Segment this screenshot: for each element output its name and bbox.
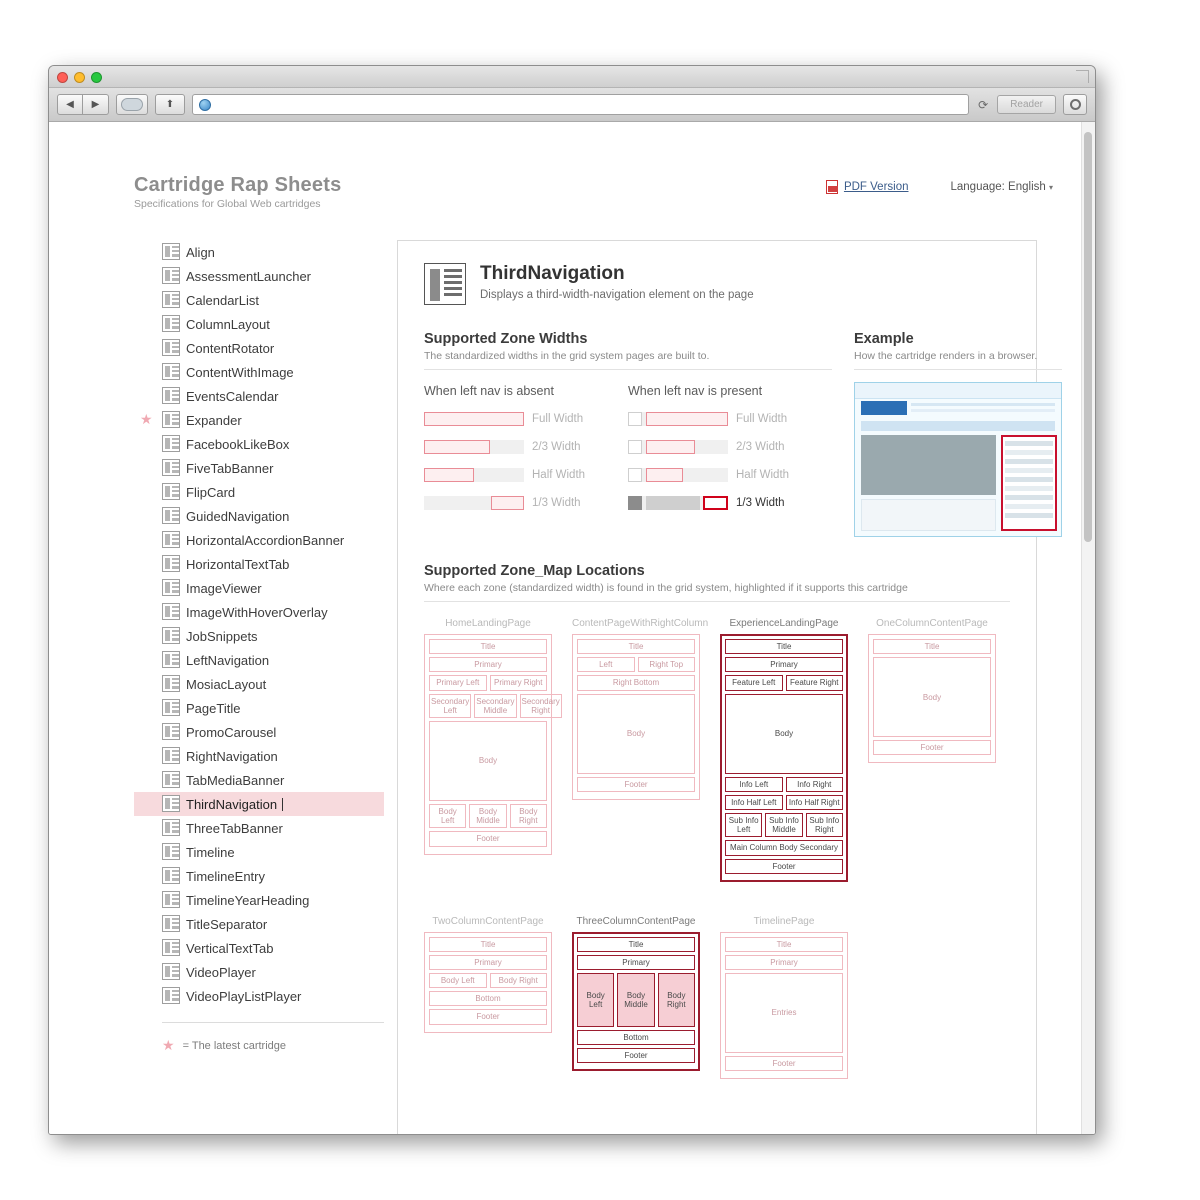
- cartridge-thumbnail-icon: [162, 579, 180, 596]
- zone-width-bar: [628, 496, 728, 510]
- cartridge-thumbnail-icon: [162, 387, 180, 404]
- zone-cell: Title: [873, 639, 991, 654]
- zone-width-row: [628, 436, 832, 457]
- zone-row: [429, 694, 560, 718]
- page-title: Cartridge Rap Sheets: [134, 174, 342, 196]
- page-subtitle: Specifications for Global Web cartridges: [134, 198, 321, 210]
- cartridge-thumbnail-icon: [162, 939, 180, 956]
- cartridge-list-item[interactable]: [134, 576, 384, 600]
- zone-map-diagram: [424, 932, 552, 1033]
- page-scrollbar[interactable]: [1081, 122, 1095, 1134]
- zone-widths-subtext: The standardized widths in the grid system pages are built to.: [424, 350, 710, 362]
- zone-width-label: Half Width: [532, 468, 586, 481]
- cartridge-list-item[interactable]: [134, 744, 384, 768]
- divider: [424, 601, 1010, 602]
- zone-maps-row: [424, 618, 1010, 882]
- zone-cell: Feature Right: [786, 675, 844, 690]
- settings-button[interactable]: [1063, 94, 1087, 115]
- cartridge-thumbnail-icon: [162, 675, 180, 692]
- cartridge-thumbnail-icon: [162, 819, 180, 836]
- left-nav-block: [628, 412, 642, 426]
- zone-width-fill: [703, 496, 728, 510]
- cartridge-thumbnail-icon: [162, 987, 180, 1004]
- cartridge-thumbnail-icon: [162, 315, 180, 332]
- zone-map-title: TimelinePage: [753, 915, 815, 927]
- zone-cell: Body: [429, 721, 547, 801]
- zone-map-title: HomeLandingPage: [445, 618, 531, 629]
- zone-width-row: [424, 436, 628, 457]
- zone-cell: Footer: [429, 831, 547, 846]
- cartridge-list-item-label: EventsCalendar: [186, 388, 279, 404]
- zone-map: [572, 916, 700, 1080]
- cartridge-thumbnail-icon: [162, 267, 180, 284]
- cartridge-list-item-label: PageTitle: [186, 700, 241, 716]
- zone-cell: Info Half Left: [725, 795, 783, 810]
- cartridge-list-item-label: MosiacLayout: [186, 676, 267, 692]
- zone-cell: Entries: [725, 973, 843, 1053]
- cartridge-list-item-label: PromoCarousel: [186, 724, 277, 740]
- minimize-window-button[interactable]: [74, 72, 85, 83]
- header-actions: [826, 180, 1053, 194]
- zone-cell: Right Top: [638, 657, 696, 672]
- cartridge-thumbnail-icon: [162, 627, 180, 644]
- widths-nav-absent-column: [424, 384, 628, 520]
- zone-width-label: 1/3 Width: [532, 496, 581, 509]
- zone-cell: Footer: [873, 740, 991, 755]
- zone-cell: Sub Info Right: [806, 813, 843, 837]
- cartridge-list-item-label: GuidedNavigation: [186, 508, 290, 524]
- browser-toolbar: [49, 88, 1095, 122]
- cartridge-list-item-label: FiveTabBanner: [186, 460, 274, 476]
- zone-cell: Title: [725, 937, 843, 952]
- cartridge-list-item-label: ColumnLayout: [186, 316, 270, 332]
- cartridge-thumbnail-icon: [162, 555, 180, 572]
- cartridge-thumbnail-icon: [162, 243, 180, 260]
- maximize-window-button[interactable]: [91, 72, 102, 83]
- cartridge-list-item-label: ImageViewer: [186, 580, 262, 596]
- cartridge-thumbnail-icon: [162, 483, 180, 500]
- divider: [424, 369, 832, 370]
- cartridge-list-item-label: Expander: [186, 412, 242, 428]
- left-nav-block: [628, 468, 642, 482]
- cartridge-list-item-label: CalendarList: [186, 292, 259, 308]
- zone-cell: Title: [577, 937, 695, 952]
- cartridge-list-item[interactable]: [134, 264, 384, 288]
- cartridge-thumbnail-icon: [162, 891, 180, 908]
- zone-width-row: [628, 464, 832, 485]
- zone-map-diagram: [868, 634, 996, 763]
- zone-cell: Info Left: [725, 777, 783, 792]
- zone-cell: Secondary Middle: [474, 694, 516, 718]
- cartridge-list-item[interactable]: [134, 672, 384, 696]
- cartridge-list-item-label: ThreeTabBanner: [186, 820, 283, 836]
- example-subtext: How the cartridge renders in a browser.: [854, 350, 1038, 362]
- zone-row: [725, 813, 843, 837]
- zone-width-row: [628, 408, 832, 429]
- cartridge-list-item[interactable]: [134, 528, 384, 552]
- cartridge-list-item[interactable]: [134, 456, 384, 480]
- zone-cell: Primary: [429, 955, 547, 970]
- latest-star-icon: ★: [140, 411, 153, 427]
- zone-width-bar: [628, 440, 728, 454]
- zone-row: [429, 675, 547, 690]
- reload-icon[interactable]: ⟳: [978, 97, 989, 112]
- forward-button[interactable]: ▶: [83, 94, 109, 115]
- zone-cell: Info Half Right: [786, 795, 844, 810]
- cartridge-thumbnail-icon: [162, 435, 180, 452]
- cartridge-list-item-label: Timeline: [186, 844, 235, 860]
- cartridge-thumbnail-icon: [162, 795, 180, 812]
- cartridge-list-item[interactable]: [134, 600, 384, 624]
- cartridge-list-item-label: AssessmentLauncher: [186, 268, 312, 284]
- cartridge-list-item-label: ImageWithHoverOverlay: [186, 604, 328, 620]
- legend: [162, 1022, 384, 1054]
- zone-width-row: [424, 464, 628, 485]
- zone-map: [720, 618, 848, 882]
- cartridge-list-item-label: LeftNavigation: [186, 652, 270, 668]
- cartridge-list-item-label: RightNavigation: [186, 748, 278, 764]
- cartridge-list-item[interactable]: [134, 816, 384, 840]
- zone-width-row: [424, 408, 628, 429]
- cartridge-list-item[interactable]: [134, 888, 384, 912]
- cartridge-list-item[interactable]: [134, 960, 384, 984]
- cartridge-description: Displays a third-width-navigation element on the page: [480, 289, 754, 301]
- resize-handle-icon[interactable]: [1076, 70, 1089, 83]
- icloud-button[interactable]: [116, 94, 148, 115]
- cartridge-list-item[interactable]: [134, 864, 384, 888]
- zone-cell: Body Left: [429, 804, 466, 828]
- widths-nav-present-column: [628, 384, 832, 520]
- zone-cell: Footer: [577, 777, 695, 792]
- zone-width-bar: [424, 468, 524, 482]
- zone-widths-heading: Supported Zone Widths: [424, 331, 588, 347]
- zone-cell: Info Right: [786, 777, 844, 792]
- zone-width-bar: [424, 412, 524, 426]
- cartridge-list-item[interactable]: [134, 240, 384, 264]
- cartridge-list-item[interactable]: [134, 984, 384, 1008]
- cartridge-list-item-label: HorizontalTextTab: [186, 556, 290, 572]
- zone-width-label: Half Width: [736, 468, 790, 481]
- reader-button[interactable]: Reader: [997, 95, 1056, 114]
- cartridge-list-item[interactable]: [134, 648, 384, 672]
- zone-map-locations-section: [424, 563, 1010, 1079]
- zone-cell: Primary: [577, 955, 695, 970]
- example-heading: Example: [854, 331, 914, 347]
- zone-map: [868, 618, 996, 882]
- zone-width-fill: [424, 468, 474, 482]
- zone-cell: Secondary Right: [520, 694, 562, 718]
- supported-zone-widths-section: [424, 331, 1038, 537]
- latest-star-icon: ★: [162, 1037, 175, 1053]
- zone-maps-subtext: Where each zone (standardized width) is found in the grid system, highlighted if it supports this cartridge: [424, 582, 908, 594]
- zone-row: [429, 973, 547, 988]
- zone-row: [725, 675, 843, 690]
- zone-width-bar: [628, 412, 728, 426]
- language-label: Language: English: [950, 181, 1046, 193]
- example-screenshot: [854, 382, 1062, 537]
- zone-cell: Title: [429, 937, 547, 952]
- scrollbar-thumb[interactable]: [1084, 132, 1092, 542]
- cartridge-list-item[interactable]: [134, 288, 384, 312]
- cartridge-thumbnail-icon: [162, 363, 180, 380]
- cartridge-list-item-label: FacebookLikeBox: [186, 436, 290, 452]
- zone-width-bar: [628, 468, 728, 482]
- zone-cell: Right Bottom: [577, 675, 695, 690]
- zone-cell: Primary: [725, 657, 843, 672]
- text-cursor: [278, 798, 283, 811]
- cartridge-list-item[interactable]: [134, 696, 384, 720]
- zone-cell: Body Left: [429, 973, 487, 988]
- zone-width-fill: [646, 412, 728, 426]
- cartridge-thumbnail-icon: [162, 915, 180, 932]
- zone-cell: Primary Left: [429, 675, 487, 690]
- page-content: [49, 122, 1081, 1134]
- cartridge-list-item-label: ContentRotator: [186, 340, 275, 356]
- pdf-icon: [826, 180, 838, 194]
- zone-map-diagram: [720, 932, 848, 1080]
- cartridge-list: [134, 240, 384, 1054]
- chevron-down-icon: ▾: [1048, 183, 1053, 192]
- cartridge-list-item-label: FlipCard: [186, 484, 236, 500]
- zone-cell: Body Middle: [617, 973, 654, 1027]
- site-header: [134, 174, 1061, 214]
- left-nav-block: [628, 496, 642, 510]
- zone-width-label: 2/3 Width: [532, 440, 581, 453]
- cartridge-thumbnail-icon: [162, 651, 180, 668]
- cartridge-list-item[interactable]: [134, 720, 384, 744]
- zone-cell: Sub Info Left: [725, 813, 762, 837]
- zone-row: [725, 777, 843, 792]
- zone-width-label: 1/3 Width: [736, 496, 785, 509]
- zone-width-fill: [491, 496, 524, 510]
- zone-cell: Bottom: [429, 991, 547, 1006]
- cartridge-list-item[interactable]: [134, 384, 384, 408]
- zone-map-title: ThreeColumnContentPage: [576, 915, 696, 927]
- zone-cell: Secondary Left: [429, 694, 471, 718]
- cartridge-detail-panel: [397, 240, 1037, 1134]
- cartridge-list-item-label: VideoPlayListPlayer: [186, 988, 302, 1004]
- zone-width-label: Full Width: [736, 412, 788, 425]
- cartridge-list-item[interactable]: [134, 936, 384, 960]
- address-bar[interactable]: [192, 94, 969, 115]
- zone-map-title: ExperienceLandingPage: [729, 618, 839, 629]
- zone-cell: Footer: [725, 859, 843, 874]
- cartridge-list-item[interactable]: [134, 768, 384, 792]
- cartridge-list-item-label: TimelineEntry: [186, 868, 265, 884]
- cartridge-list-item-label: HorizontalAccordionBanner: [186, 532, 345, 548]
- window-controls: [57, 72, 102, 83]
- cartridge-list-item[interactable]: [134, 624, 384, 648]
- cartridge-list-item[interactable]: [134, 360, 384, 384]
- zone-width-fill: [424, 412, 524, 426]
- zone-row: [577, 657, 695, 672]
- zone-width-bar: [424, 440, 524, 454]
- cartridge-list-item[interactable]: [134, 504, 384, 528]
- cartridge-thumbnail-icon: [162, 411, 180, 428]
- cartridge-thumbnail-icon: [162, 699, 180, 716]
- third-navigation-icon: [424, 263, 466, 305]
- zone-width-label: 2/3 Width: [736, 440, 785, 453]
- zone-row: [577, 973, 695, 1027]
- zone-width-row: [424, 492, 628, 513]
- cartridge-name: ThirdNavigation: [480, 263, 625, 284]
- zone-cell: Body: [577, 694, 695, 774]
- cartridge-list-item[interactable]: [134, 408, 384, 432]
- cartridge-thumbnail-icon: [162, 531, 180, 548]
- zone-maps-row: [424, 916, 1010, 1080]
- share-button[interactable]: ⬆: [155, 94, 185, 115]
- zone-map-title: TwoColumnContentPage: [432, 915, 544, 927]
- cartridge-list-item[interactable]: [134, 912, 384, 936]
- language-selector[interactable]: [951, 181, 1054, 193]
- zone-cell: Left: [577, 657, 635, 672]
- browser-titlebar: [49, 66, 1095, 88]
- cartridge-list-item-label: VideoPlayer: [186, 964, 256, 980]
- cloud-icon: [121, 98, 143, 111]
- zone-cell: Sub Info Middle: [765, 813, 802, 837]
- cartridge-thumbnail-icon: [162, 963, 180, 980]
- cartridge-list-item[interactable]: [134, 792, 384, 816]
- cartridge-list-item[interactable]: [134, 312, 384, 336]
- zone-width-bar: [424, 496, 524, 510]
- zone-map-diagram: [572, 932, 700, 1072]
- zone-width-fill: [424, 440, 490, 454]
- zone-cell: Footer: [429, 1009, 547, 1024]
- zone-cell: Title: [725, 639, 843, 654]
- zone-cell: Body Left: [577, 973, 614, 1027]
- cartridge-thumbnail-icon: [162, 771, 180, 788]
- cartridge-list-item-label: TimelineYearHeading: [186, 892, 310, 908]
- widths-nav-absent-title: When left nav is absent: [424, 384, 554, 398]
- zone-width-row: [628, 492, 832, 513]
- cartridge-list-item-label: TabMediaBanner: [186, 772, 285, 788]
- zone-cell: Body: [873, 657, 991, 737]
- cartridge-thumbnail-icon: [162, 603, 180, 620]
- cartridge-thumbnail-icon: [162, 843, 180, 860]
- cartridge-thumbnail-icon: [162, 459, 180, 476]
- zone-map: [424, 618, 560, 882]
- cartridge-list-item[interactable]: [134, 336, 384, 360]
- widths-nav-present-title: When left nav is present: [628, 384, 763, 398]
- cartridge-list-item-label: VerticalTextTab: [186, 940, 274, 956]
- zone-cell: Footer: [577, 1048, 695, 1063]
- zone-map-title: ContentPageWithRightColumn: [572, 618, 709, 629]
- zone-width-fill: [646, 468, 683, 482]
- zone-map-diagram: [572, 634, 700, 800]
- cartridge-header: [424, 263, 1010, 305]
- browser-window: [48, 65, 1096, 1135]
- zone-maps-heading: Supported Zone_Map Locations: [424, 563, 645, 579]
- zone-width-filler: [646, 496, 700, 510]
- cartridge-list-item-label: ContentWithImage: [186, 364, 294, 380]
- zone-cell: Title: [429, 639, 547, 654]
- zone-cell: Footer: [725, 1056, 843, 1071]
- zone-cell: Title: [577, 639, 695, 654]
- cartridge-list-item[interactable]: [134, 480, 384, 504]
- zone-width-label: Full Width: [532, 412, 584, 425]
- zone-cell: Body Middle: [469, 804, 506, 828]
- pdf-version-label: PDF Version: [843, 181, 909, 193]
- pdf-version-link[interactable]: [826, 180, 909, 194]
- cartridge-thumbnail-icon: [162, 723, 180, 740]
- cartridge-thumbnail-icon: [162, 339, 180, 356]
- zone-map: [720, 916, 848, 1080]
- zone-map-diagram: [720, 634, 848, 882]
- legend-label: = The latest cartridge: [182, 1039, 286, 1052]
- cartridge-list-item-label: ThirdNavigation: [186, 796, 278, 812]
- cartridge-thumbnail-icon: [162, 747, 180, 764]
- divider: [854, 369, 1062, 370]
- cartridge-list-item-label: JobSnippets: [186, 628, 258, 644]
- zone-map-diagram: [424, 634, 560, 855]
- zone-cell: Body Right: [510, 804, 547, 828]
- zone-map: [572, 618, 709, 882]
- close-window-button[interactable]: [57, 72, 68, 83]
- cartridge-thumbnail-icon: [162, 291, 180, 308]
- zone-cell: Body: [725, 694, 843, 774]
- zone-cell: Body Right: [658, 973, 695, 1027]
- page-viewport: [49, 122, 1095, 1134]
- cartridge-list-item-label: TitleSeparator: [186, 916, 268, 932]
- cartridge-thumbnail-icon: [162, 507, 180, 524]
- zone-cell: Primary: [725, 955, 843, 970]
- zone-cell: Main Column Body Secondary: [725, 840, 843, 855]
- nav-button-group: [57, 94, 109, 115]
- example-section: [854, 331, 1062, 537]
- zone-cell: Feature Left: [725, 675, 783, 690]
- zone-row: [429, 804, 547, 828]
- left-nav-block: [628, 440, 642, 454]
- zone-width-fill: [646, 440, 695, 454]
- cartridge-list-item-label: Align: [186, 244, 215, 260]
- zone-row: [725, 795, 843, 810]
- globe-icon: [199, 99, 211, 111]
- cartridge-thumbnail-icon: [162, 867, 180, 884]
- cartridge-list-item[interactable]: [134, 552, 384, 576]
- zone-cell: Primary: [429, 657, 547, 672]
- zone-map-title: OneColumnContentPage: [876, 618, 988, 629]
- gear-icon: [1070, 99, 1081, 110]
- zone-map: [424, 916, 552, 1080]
- zone-cell: Primary Right: [490, 675, 548, 690]
- zone-cell: Body Right: [490, 973, 548, 988]
- cartridge-list-item[interactable]: [134, 432, 384, 456]
- zone-cell: Bottom: [577, 1030, 695, 1045]
- cartridge-list-item[interactable]: [134, 840, 384, 864]
- back-button[interactable]: ◀: [57, 94, 83, 115]
